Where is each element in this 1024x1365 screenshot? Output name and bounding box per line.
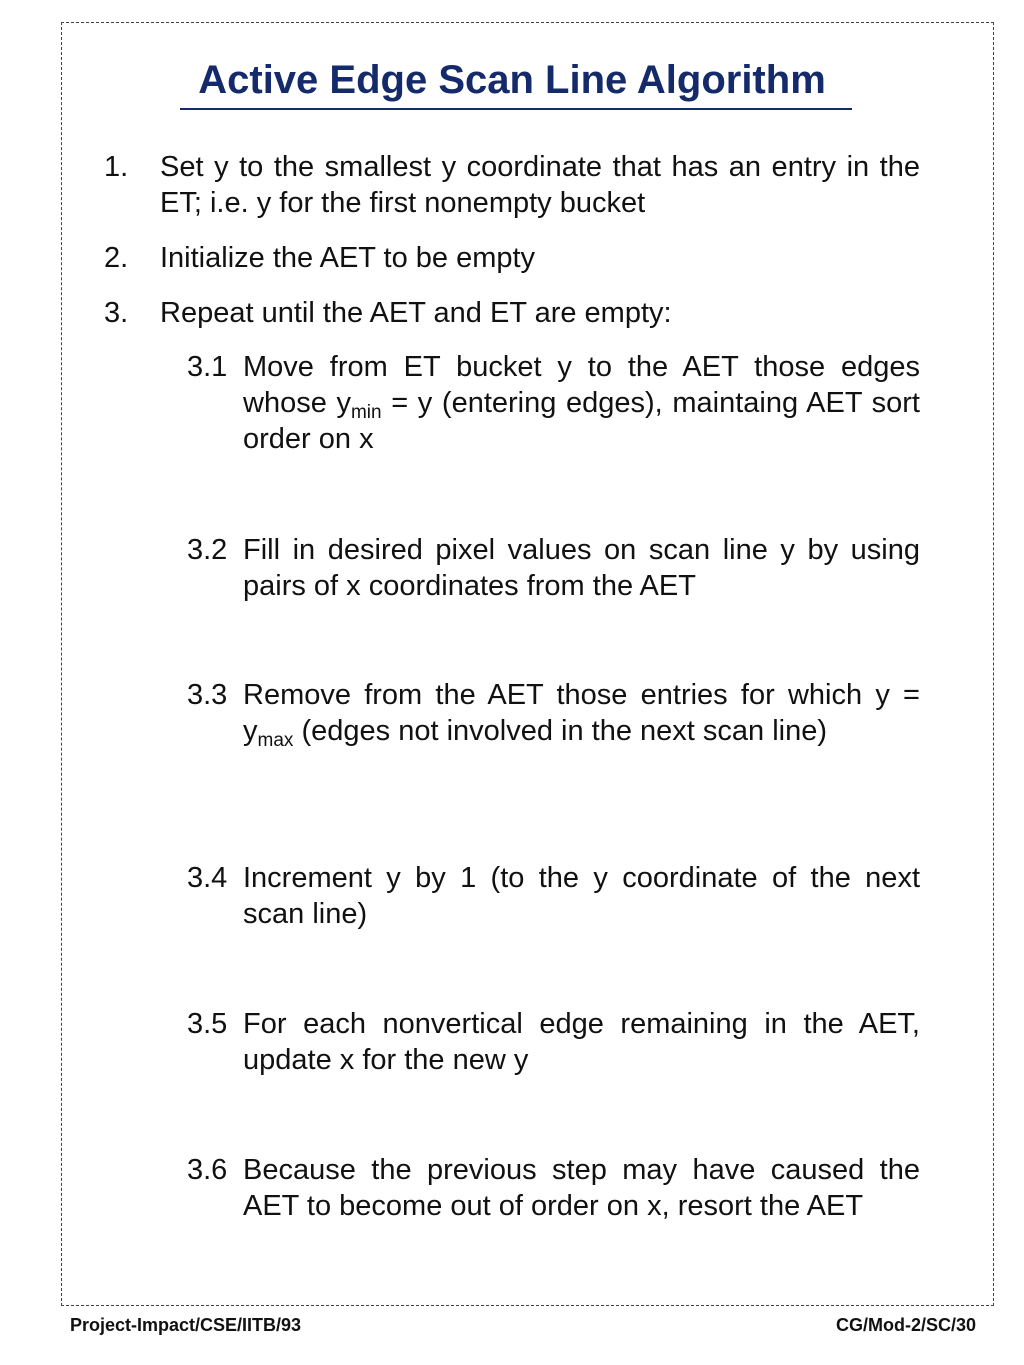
substep-number: 3.6 <box>187 1154 228 1186</box>
step-text: Set y to the smallest y coordinate that has an entry in the ET; i.e. y for the first nonempty bucket <box>160 151 920 219</box>
substep-number: 3.1 <box>187 351 228 383</box>
substep-3-5 <box>187 1006 920 1078</box>
substep-text-part: = y (entering edges), maintaing AET sort order on x <box>243 387 920 455</box>
substep-3-3 <box>187 677 920 749</box>
subscript-min: min <box>350 402 382 423</box>
footer-right: CG/Mod-2/SC/30 <box>835 1315 976 1335</box>
step-number: 3. <box>104 297 129 329</box>
substep-text <box>243 677 920 749</box>
subscript-max: max <box>257 730 294 751</box>
substep-text-part: (edges not involved in the next scan line) <box>293 715 828 747</box>
substep-text: Because the previous step may have caused the AET to become out of order on x, resort the AET <box>243 1154 920 1222</box>
substep-3-4 <box>187 860 920 932</box>
substep-text: For each nonvertical edge remaining in the AET, update x for the new y <box>243 1008 920 1076</box>
footer-left: Project-Impact/CSE/IITB/93 <box>70 1315 302 1335</box>
substep-3-2 <box>187 532 920 604</box>
substep-text <box>243 349 920 457</box>
substep-3-1 <box>187 349 920 457</box>
substep-text: Fill in desired pixel values on scan line y by using pairs of x coordinates from the AET <box>243 534 920 602</box>
title-underline <box>180 108 852 110</box>
substep-text: Increment y by 1 (to the y coordinate of the next scan line) <box>243 862 920 930</box>
step-number: 1. <box>104 151 129 183</box>
substep-3-6 <box>187 1152 920 1224</box>
step-2 <box>104 240 920 276</box>
substep-number: 3.3 <box>187 679 228 711</box>
substep-text-part: Remove from the AET those entries for which y = y <box>243 679 920 747</box>
step-3 <box>104 295 920 331</box>
step-text: Repeat until the AET and ET are empty: <box>160 297 672 329</box>
step-1 <box>104 149 920 221</box>
substep-number: 3.5 <box>187 1008 228 1040</box>
step-number: 2. <box>104 242 129 274</box>
step-text: Initialize the AET to be empty <box>160 242 536 274</box>
substep-text-part: Move from ET bucket y to the AET those edges whose y <box>243 351 920 419</box>
substep-number: 3.4 <box>187 862 228 894</box>
substep-number: 3.2 <box>187 534 228 566</box>
page-title: Active Edge Scan Line Algorithm <box>198 58 826 102</box>
